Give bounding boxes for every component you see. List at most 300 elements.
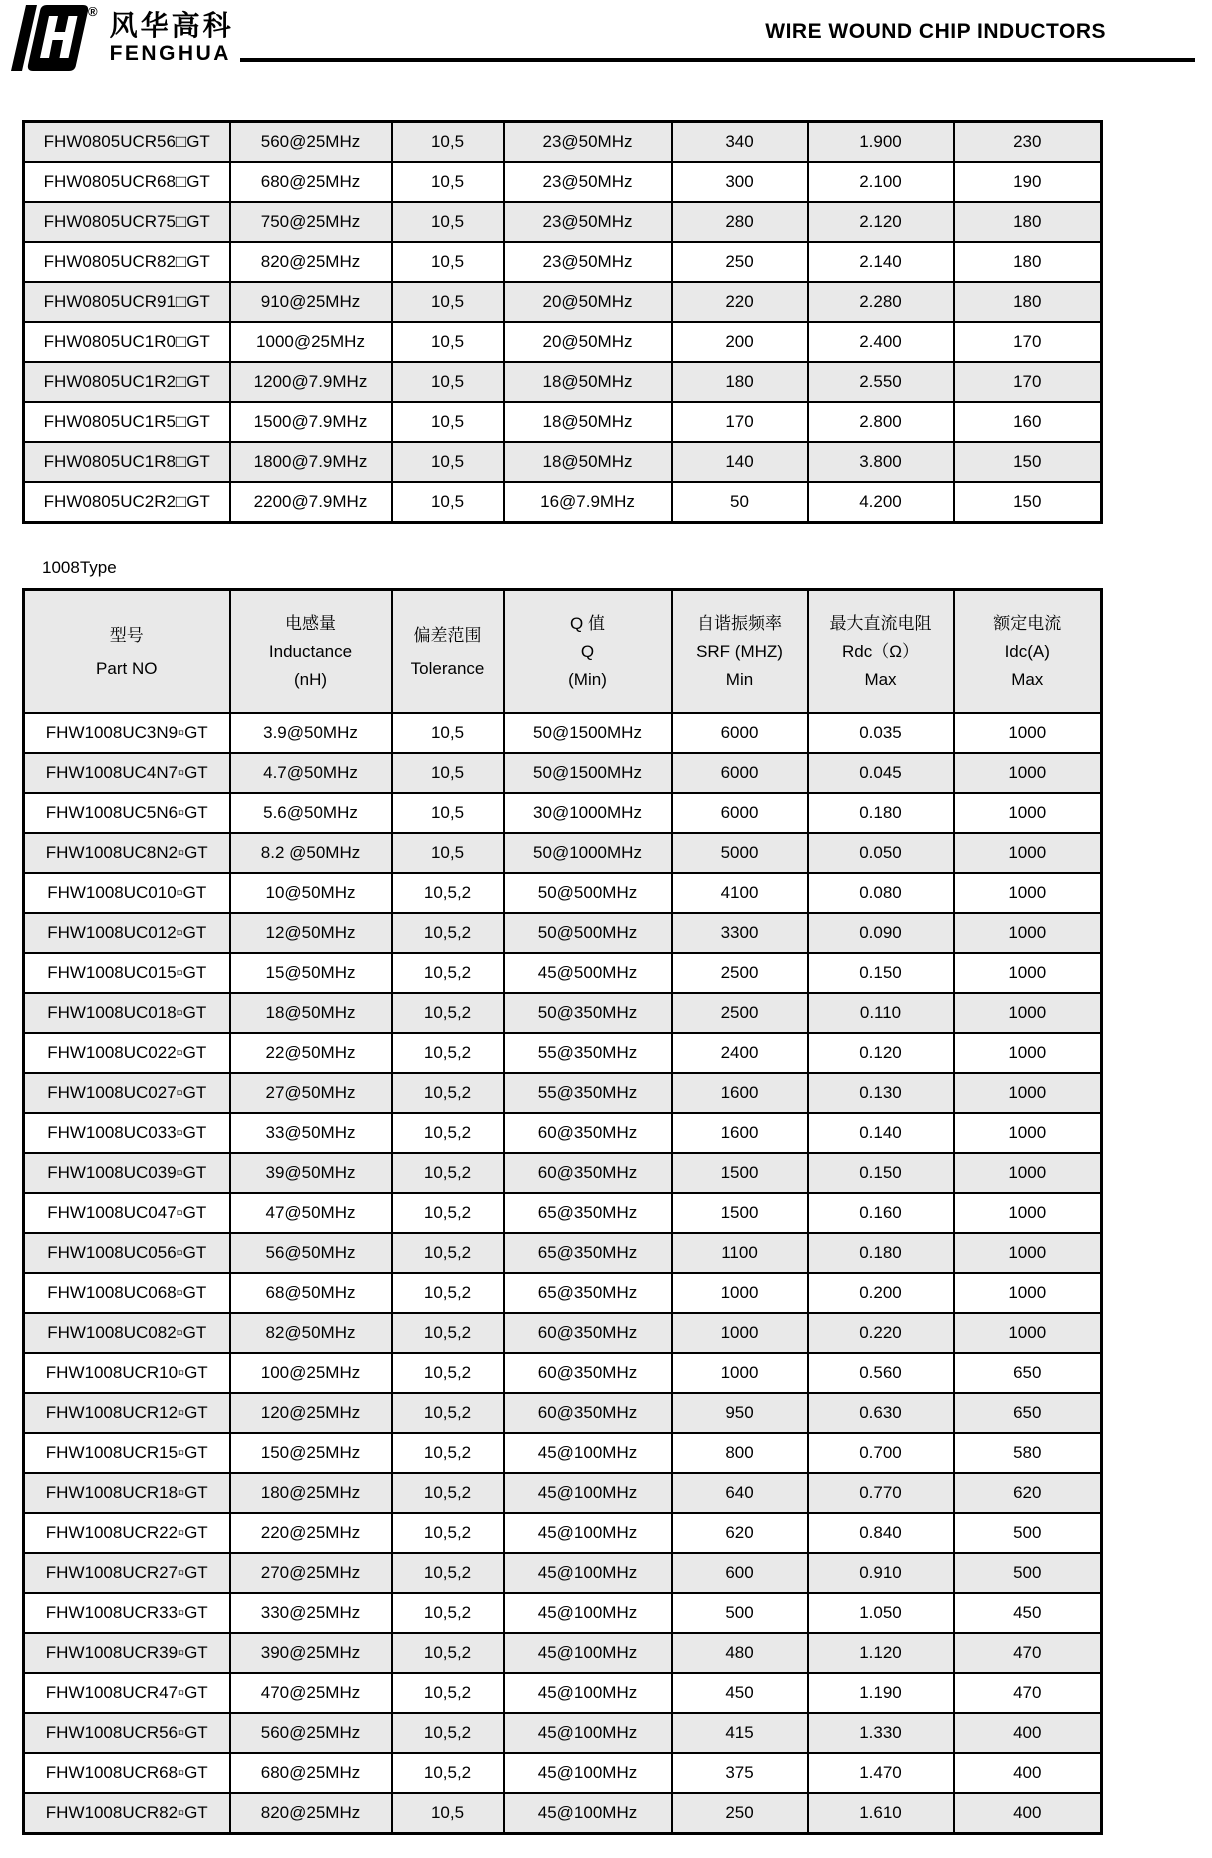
srf-min-cell: 180 <box>672 362 808 402</box>
table-row <box>24 1193 1102 1233</box>
idc-max-cell: 170 <box>954 362 1102 402</box>
idc-max-cell: 230 <box>954 122 1102 163</box>
q-min-cell: 45@500MHz <box>504 953 672 993</box>
srf-min-cell: 950 <box>672 1393 808 1433</box>
inductance-cell: 47@50MHz <box>230 1193 392 1233</box>
table-row <box>24 873 1102 913</box>
table-row <box>24 322 1102 362</box>
rdc-max-cell: 1.610 <box>808 1793 954 1834</box>
srf-min-cell: 1600 <box>672 1113 808 1153</box>
part-no-cell: FHW0805UC1R8□GT <box>24 442 230 482</box>
inductance-cell: 120@25MHz <box>230 1393 392 1433</box>
rdc-max-cell: 0.180 <box>808 1233 954 1273</box>
rdc-max-cell: 4.200 <box>808 482 954 523</box>
table-row <box>24 1073 1102 1113</box>
inductance-cell: 220@25MHz <box>230 1513 392 1553</box>
srf-min-cell: 450 <box>672 1673 808 1713</box>
idc-max-cell: 1000 <box>954 753 1102 793</box>
rdc-max-cell: 2.550 <box>808 362 954 402</box>
col-header-srf: 自谐振频率 SRF (MHZ) Min <box>672 590 808 714</box>
rdc-max-cell: 0.700 <box>808 1433 954 1473</box>
tolerance-cell: 10,5,2 <box>392 953 504 993</box>
tolerance-cell: 10,5 <box>392 322 504 362</box>
idc-max-cell: 1000 <box>954 1273 1102 1313</box>
inductance-cell: 270@25MHz <box>230 1553 392 1593</box>
rdc-max-cell: 0.150 <box>808 953 954 993</box>
q-min-cell: 60@350MHz <box>504 1153 672 1193</box>
fenghua-logo <box>10 4 234 72</box>
srf-min-cell: 1000 <box>672 1273 808 1313</box>
tolerance-cell: 10,5,2 <box>392 1073 504 1113</box>
rdc-max-cell: 0.090 <box>808 913 954 953</box>
table-row <box>24 1233 1102 1273</box>
srf-min-cell: 1000 <box>672 1313 808 1353</box>
table-row <box>24 482 1102 523</box>
registered-mark: ® <box>88 4 98 19</box>
rdc-max-cell: 0.220 <box>808 1313 954 1353</box>
srf-min-cell: 4100 <box>672 873 808 913</box>
srf-min-cell: 6000 <box>672 753 808 793</box>
tolerance-cell: 10,5 <box>392 1793 504 1834</box>
tolerance-cell: 10,5 <box>392 482 504 523</box>
rdc-max-cell: 0.050 <box>808 833 954 873</box>
rdc-max-cell: 0.140 <box>808 1113 954 1153</box>
tolerance-cell: 10,5,2 <box>392 1713 504 1753</box>
q-min-cell: 23@50MHz <box>504 162 672 202</box>
part-no-cell: FHW1008UC022▫GT <box>24 1033 230 1073</box>
idc-max-cell: 400 <box>954 1753 1102 1793</box>
tolerance-cell: 10,5,2 <box>392 1113 504 1153</box>
part-no-cell: FHW1008UCR15▫GT <box>24 1433 230 1473</box>
q-min-cell: 50@1500MHz <box>504 753 672 793</box>
idc-max-cell: 650 <box>954 1353 1102 1393</box>
idc-max-cell: 150 <box>954 442 1102 482</box>
q-min-cell: 45@100MHz <box>504 1673 672 1713</box>
idc-max-cell: 190 <box>954 162 1102 202</box>
rdc-max-cell: 1.330 <box>808 1713 954 1753</box>
table-row <box>24 1673 1102 1713</box>
idc-max-cell: 470 <box>954 1673 1102 1713</box>
table-row <box>24 1433 1102 1473</box>
tolerance-cell: 10,5 <box>392 282 504 322</box>
q-min-cell: 50@350MHz <box>504 993 672 1033</box>
tolerance-cell: 10,5 <box>392 162 504 202</box>
srf-min-cell: 340 <box>672 122 808 163</box>
q-min-cell: 45@100MHz <box>504 1793 672 1834</box>
idc-max-cell: 1000 <box>954 1153 1102 1193</box>
table-row <box>24 753 1102 793</box>
tolerance-cell: 10,5,2 <box>392 1553 504 1593</box>
idc-max-cell: 1000 <box>954 833 1102 873</box>
table-row <box>24 1713 1102 1753</box>
page-header <box>0 0 1212 80</box>
tolerance-cell: 10,5,2 <box>392 913 504 953</box>
table-row <box>24 713 1102 753</box>
idc-max-cell: 450 <box>954 1593 1102 1633</box>
q-min-cell: 65@350MHz <box>504 1233 672 1273</box>
table-row <box>24 162 1102 202</box>
rdc-max-cell: 1.050 <box>808 1593 954 1633</box>
q-min-cell: 60@350MHz <box>504 1393 672 1433</box>
q-min-cell: 45@100MHz <box>504 1433 672 1473</box>
rdc-max-cell: 0.120 <box>808 1033 954 1073</box>
table-row <box>24 442 1102 482</box>
rdc-max-cell: 0.130 <box>808 1073 954 1113</box>
q-min-cell: 45@100MHz <box>504 1593 672 1633</box>
tolerance-cell: 10,5,2 <box>392 1153 504 1193</box>
tolerance-cell: 10,5 <box>392 242 504 282</box>
srf-min-cell: 375 <box>672 1753 808 1793</box>
idc-max-cell: 1000 <box>954 1193 1102 1233</box>
srf-min-cell: 5000 <box>672 833 808 873</box>
srf-min-cell: 640 <box>672 1473 808 1513</box>
col-header-q: Q 值 Q (Min) <box>504 590 672 714</box>
inductance-cell: 560@25MHz <box>230 1713 392 1753</box>
rdc-max-cell: 1.120 <box>808 1633 954 1673</box>
tolerance-cell: 10,5,2 <box>392 1393 504 1433</box>
idc-max-cell: 470 <box>954 1633 1102 1673</box>
inductance-cell: 1800@7.9MHz <box>230 442 392 482</box>
table-row <box>24 1593 1102 1633</box>
srf-min-cell: 1500 <box>672 1153 808 1193</box>
tolerance-cell: 10,5 <box>392 402 504 442</box>
rdc-max-cell: 0.560 <box>808 1353 954 1393</box>
inductance-cell: 22@50MHz <box>230 1033 392 1073</box>
inductance-cell: 15@50MHz <box>230 953 392 993</box>
srf-min-cell: 250 <box>672 1793 808 1834</box>
inductance-cell: 8.2 @50MHz <box>230 833 392 873</box>
q-min-cell: 20@50MHz <box>504 322 672 362</box>
part-no-cell: FHW0805UC2R2□GT <box>24 482 230 523</box>
table-0805 <box>22 120 1103 524</box>
q-min-cell: 65@350MHz <box>504 1193 672 1233</box>
inductance-cell: 560@25MHz <box>230 122 392 163</box>
idc-max-cell: 150 <box>954 482 1102 523</box>
inductance-cell: 3.9@50MHz <box>230 713 392 753</box>
q-min-cell: 23@50MHz <box>504 122 672 163</box>
table-row <box>24 1393 1102 1433</box>
tolerance-cell: 10,5,2 <box>392 1193 504 1233</box>
tolerance-cell: 10,5 <box>392 833 504 873</box>
srf-min-cell: 220 <box>672 282 808 322</box>
table-row <box>24 1153 1102 1193</box>
rdc-max-cell: 0.110 <box>808 993 954 1033</box>
rdc-max-cell: 2.400 <box>808 322 954 362</box>
q-min-cell: 45@100MHz <box>504 1473 672 1513</box>
part-no-cell: FHW0805UCR75□GT <box>24 202 230 242</box>
col-header-rdc: 最大直流电阻 Rdc（Ω） Max <box>808 590 954 714</box>
table-row <box>24 913 1102 953</box>
idc-max-cell: 180 <box>954 282 1102 322</box>
inductance-cell: 10@50MHz <box>230 873 392 913</box>
table-row <box>24 402 1102 442</box>
rdc-max-cell: 0.080 <box>808 873 954 913</box>
part-no-cell: FHW1008UC3N9▫GT <box>24 713 230 753</box>
srf-min-cell: 800 <box>672 1433 808 1473</box>
header-rule <box>240 58 1195 62</box>
table-row <box>24 122 1102 163</box>
idc-max-cell: 180 <box>954 202 1102 242</box>
rdc-max-cell: 0.045 <box>808 753 954 793</box>
tolerance-cell: 10,5,2 <box>392 1313 504 1353</box>
q-min-cell: 55@350MHz <box>504 1033 672 1073</box>
srf-min-cell: 2500 <box>672 993 808 1033</box>
rdc-max-cell: 2.120 <box>808 202 954 242</box>
table-1008 <box>22 588 1103 1835</box>
idc-max-cell: 170 <box>954 322 1102 362</box>
idc-max-cell: 1000 <box>954 1113 1102 1153</box>
tolerance-cell: 10,5 <box>392 793 504 833</box>
idc-max-cell: 400 <box>954 1793 1102 1834</box>
table-row <box>24 1513 1102 1553</box>
inductance-cell: 4.7@50MHz <box>230 753 392 793</box>
rdc-max-cell: 0.035 <box>808 713 954 753</box>
inductance-cell: 470@25MHz <box>230 1673 392 1713</box>
srf-min-cell: 200 <box>672 322 808 362</box>
rdc-max-cell: 0.180 <box>808 793 954 833</box>
tolerance-cell: 10,5 <box>392 713 504 753</box>
part-no-cell: FHW0805UC1R2□GT <box>24 362 230 402</box>
part-no-cell: FHW1008UC015▫GT <box>24 953 230 993</box>
q-min-cell: 50@500MHz <box>504 873 672 913</box>
inductance-cell: 82@50MHz <box>230 1313 392 1353</box>
rdc-max-cell: 2.800 <box>808 402 954 442</box>
inductance-cell: 12@50MHz <box>230 913 392 953</box>
idc-max-cell: 1000 <box>954 1233 1102 1273</box>
rdc-max-cell: 2.140 <box>808 242 954 282</box>
q-min-cell: 20@50MHz <box>504 282 672 322</box>
q-min-cell: 55@350MHz <box>504 1073 672 1113</box>
idc-max-cell: 650 <box>954 1393 1102 1433</box>
table-row <box>24 1353 1102 1393</box>
table-row <box>24 362 1102 402</box>
rdc-max-cell: 0.630 <box>808 1393 954 1433</box>
inductance-cell: 68@50MHz <box>230 1273 392 1313</box>
inductance-cell: 1200@7.9MHz <box>230 362 392 402</box>
idc-max-cell: 1000 <box>954 953 1102 993</box>
part-no-cell: FHW1008UC056▫GT <box>24 1233 230 1273</box>
q-min-cell: 60@350MHz <box>504 1353 672 1393</box>
table-row <box>24 1553 1102 1593</box>
idc-max-cell: 1000 <box>954 793 1102 833</box>
part-no-cell: FHW1008UC039▫GT <box>24 1153 230 1193</box>
idc-max-cell: 500 <box>954 1553 1102 1593</box>
rdc-max-cell: 0.200 <box>808 1273 954 1313</box>
table-row <box>24 1113 1102 1153</box>
table-row <box>24 282 1102 322</box>
idc-max-cell: 180 <box>954 242 1102 282</box>
table-row <box>24 202 1102 242</box>
part-no-cell: FHW0805UCR56□GT <box>24 122 230 163</box>
rdc-max-cell: 0.910 <box>808 1553 954 1593</box>
inductance-cell: 1500@7.9MHz <box>230 402 392 442</box>
srf-min-cell: 2500 <box>672 953 808 993</box>
srf-min-cell: 500 <box>672 1593 808 1633</box>
part-no-cell: FHW0805UCR82□GT <box>24 242 230 282</box>
part-no-cell: FHW0805UC1R0□GT <box>24 322 230 362</box>
tolerance-cell: 10,5,2 <box>392 1753 504 1793</box>
part-no-cell: FHW1008UCR47▫GT <box>24 1673 230 1713</box>
inductance-cell: 2200@7.9MHz <box>230 482 392 523</box>
tolerance-cell: 10,5,2 <box>392 993 504 1033</box>
tolerance-cell: 10,5,2 <box>392 873 504 913</box>
tolerance-cell: 10,5 <box>392 362 504 402</box>
q-min-cell: 18@50MHz <box>504 442 672 482</box>
q-min-cell: 23@50MHz <box>504 242 672 282</box>
table-row <box>24 1753 1102 1793</box>
tolerance-cell: 10,5 <box>392 122 504 163</box>
table-header-row <box>24 590 1102 714</box>
q-min-cell: 60@350MHz <box>504 1113 672 1153</box>
table-row <box>24 953 1102 993</box>
srf-min-cell: 480 <box>672 1633 808 1673</box>
part-no-cell: FHW1008UC012▫GT <box>24 913 230 953</box>
table-row <box>24 1473 1102 1513</box>
q-min-cell: 45@100MHz <box>504 1553 672 1593</box>
part-no-cell: FHW1008UC033▫GT <box>24 1113 230 1153</box>
q-min-cell: 60@350MHz <box>504 1313 672 1353</box>
tolerance-cell: 10,5 <box>392 442 504 482</box>
idc-max-cell: 1000 <box>954 1033 1102 1073</box>
idc-max-cell: 160 <box>954 402 1102 442</box>
inductance-cell: 180@25MHz <box>230 1473 392 1513</box>
q-min-cell: 45@100MHz <box>504 1713 672 1753</box>
inductance-cell: 390@25MHz <box>230 1633 392 1673</box>
col-header-part-no: 型号 Part NO <box>24 590 230 714</box>
col-header-idc: 额定电流 Idc(A) Max <box>954 590 1102 714</box>
rdc-max-cell: 3.800 <box>808 442 954 482</box>
srf-min-cell: 250 <box>672 242 808 282</box>
srf-min-cell: 300 <box>672 162 808 202</box>
part-no-cell: FHW1008UCR39▫GT <box>24 1633 230 1673</box>
col-header-inductance: 电感量 Inductance (nH) <box>230 590 392 714</box>
brand-text <box>110 4 234 64</box>
srf-min-cell: 170 <box>672 402 808 442</box>
srf-min-cell: 1100 <box>672 1233 808 1273</box>
inductance-cell: 750@25MHz <box>230 202 392 242</box>
rdc-max-cell: 0.840 <box>808 1513 954 1553</box>
part-no-cell: FHW1008UCR27▫GT <box>24 1553 230 1593</box>
tolerance-cell: 10,5,2 <box>392 1353 504 1393</box>
idc-max-cell: 500 <box>954 1513 1102 1553</box>
table-row <box>24 1793 1102 1834</box>
inductance-cell: 680@25MHz <box>230 162 392 202</box>
brand-name-chinese: 风华高科 <box>109 10 234 41</box>
q-min-cell: 50@1000MHz <box>504 833 672 873</box>
rdc-max-cell: 0.160 <box>808 1193 954 1233</box>
section-label-1008type: 1008Type <box>42 558 117 577</box>
srf-min-cell: 50 <box>672 482 808 523</box>
srf-min-cell: 415 <box>672 1713 808 1753</box>
srf-min-cell: 280 <box>672 202 808 242</box>
inductance-cell: 56@50MHz <box>230 1233 392 1273</box>
inductance-cell: 100@25MHz <box>230 1353 392 1393</box>
col-header-tolerance: 偏差范围 Tolerance <box>392 590 504 714</box>
q-min-cell: 16@7.9MHz <box>504 482 672 523</box>
srf-min-cell: 2400 <box>672 1033 808 1073</box>
part-no-cell: FHW1008UCR10▫GT <box>24 1353 230 1393</box>
tolerance-cell: 10,5,2 <box>392 1473 504 1513</box>
q-min-cell: 45@100MHz <box>504 1633 672 1673</box>
part-no-cell: FHW0805UC1R5□GT <box>24 402 230 442</box>
rdc-max-cell: 1.190 <box>808 1673 954 1713</box>
part-no-cell: FHW1008UCR18▫GT <box>24 1473 230 1513</box>
inductance-cell: 39@50MHz <box>230 1153 392 1193</box>
tolerance-cell: 10,5,2 <box>392 1513 504 1553</box>
idc-max-cell: 1000 <box>954 993 1102 1033</box>
idc-max-cell: 400 <box>954 1713 1102 1753</box>
tolerance-cell: 10,5 <box>392 202 504 242</box>
part-no-cell: FHW1008UC047▫GT <box>24 1193 230 1233</box>
table-row <box>24 993 1102 1033</box>
q-min-cell: 65@350MHz <box>504 1273 672 1313</box>
page-title: WIRE WOUND CHIP INDUCTORS <box>765 20 1106 43</box>
srf-min-cell: 1500 <box>672 1193 808 1233</box>
part-no-cell: FHW0805UCR91□GT <box>24 282 230 322</box>
part-no-cell: FHW1008UC027▫GT <box>24 1073 230 1113</box>
srf-min-cell: 6000 <box>672 713 808 753</box>
part-no-cell: FHW1008UC5N6▫GT <box>24 793 230 833</box>
table-row <box>24 1313 1102 1353</box>
srf-min-cell: 600 <box>672 1553 808 1593</box>
inductance-cell: 820@25MHz <box>230 242 392 282</box>
part-no-cell: FHW1008UC010▫GT <box>24 873 230 913</box>
inductance-cell: 5.6@50MHz <box>230 793 392 833</box>
srf-min-cell: 1000 <box>672 1353 808 1393</box>
part-no-cell: FHW1008UCR68▫GT <box>24 1753 230 1793</box>
rdc-max-cell: 1.470 <box>808 1753 954 1793</box>
tolerance-cell: 10,5,2 <box>392 1673 504 1713</box>
srf-min-cell: 1600 <box>672 1073 808 1113</box>
inductance-cell: 150@25MHz <box>230 1433 392 1473</box>
inductance-cell: 680@25MHz <box>230 1753 392 1793</box>
q-min-cell: 23@50MHz <box>504 202 672 242</box>
srf-min-cell: 3300 <box>672 913 808 953</box>
idc-max-cell: 1000 <box>954 873 1102 913</box>
part-no-cell: FHW1008UCR12▫GT <box>24 1393 230 1433</box>
q-min-cell: 45@100MHz <box>504 1753 672 1793</box>
srf-min-cell: 620 <box>672 1513 808 1553</box>
inductance-cell: 1000@25MHz <box>230 322 392 362</box>
part-no-cell: FHW1008UC082▫GT <box>24 1313 230 1353</box>
table-row <box>24 833 1102 873</box>
table-row <box>24 793 1102 833</box>
part-no-cell: FHW1008UCR82▫GT <box>24 1793 230 1834</box>
inductance-cell: 910@25MHz <box>230 282 392 322</box>
idc-max-cell: 1000 <box>954 713 1102 753</box>
tolerance-cell: 10,5,2 <box>392 1593 504 1633</box>
idc-max-cell: 1000 <box>954 1073 1102 1113</box>
tolerance-cell: 10,5 <box>392 753 504 793</box>
inductance-cell: 18@50MHz <box>230 993 392 1033</box>
q-min-cell: 30@1000MHz <box>504 793 672 833</box>
part-no-cell: FHW1008UC4N7▫GT <box>24 753 230 793</box>
q-min-cell: 45@100MHz <box>504 1513 672 1553</box>
fenghua-logo-icon <box>10 4 90 72</box>
tolerance-cell: 10,5,2 <box>392 1233 504 1273</box>
inductance-cell: 820@25MHz <box>230 1793 392 1834</box>
idc-max-cell: 1000 <box>954 913 1102 953</box>
rdc-max-cell: 2.100 <box>808 162 954 202</box>
srf-min-cell: 6000 <box>672 793 808 833</box>
rdc-max-cell: 0.770 <box>808 1473 954 1513</box>
part-no-cell: FHW1008UC8N2▫GT <box>24 833 230 873</box>
part-no-cell: FHW1008UC068▫GT <box>24 1273 230 1313</box>
tolerance-cell: 10,5,2 <box>392 1633 504 1673</box>
part-no-cell: FHW1008UCR22▫GT <box>24 1513 230 1553</box>
table-row <box>24 1633 1102 1673</box>
part-no-cell: FHW0805UCR68□GT <box>24 162 230 202</box>
